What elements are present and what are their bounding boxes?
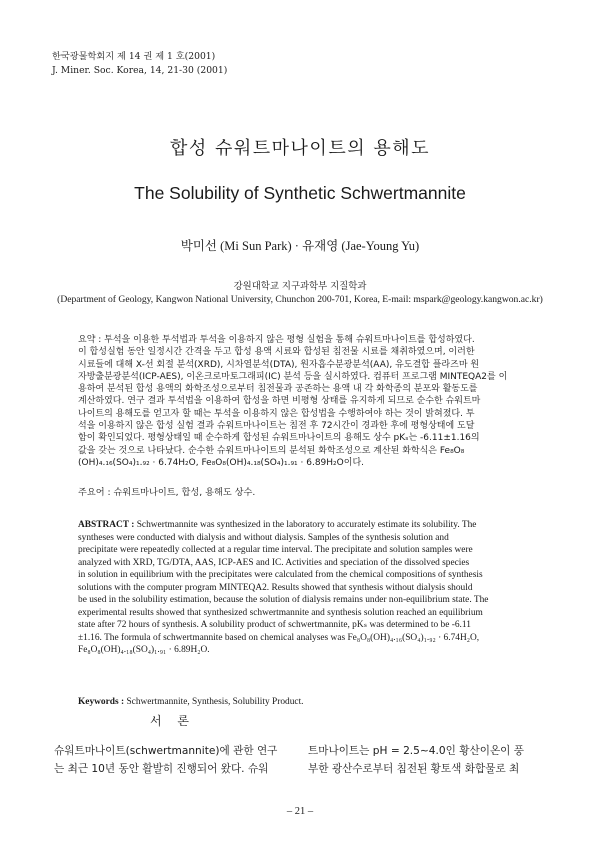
page-number: – 21 –: [286, 806, 314, 817]
abstract-ko-line: 이 합성실험 동안 일정시간 간격을 두고 합성 용액 시료와 합성된 침전물 시료를 채취하였으며, 이러한: [78, 347, 475, 358]
abstract-korean: [78, 334, 526, 469]
keywords-english: [78, 697, 304, 707]
authors: 박미선 (Mi Sun Park) · 유재영 (Jae-Young Yu): [180, 239, 420, 253]
abstract-en-line: Schwertmannite was synthesized in the laboratory to accurately estimate its solubility. The: [136, 520, 477, 530]
abstract-ko-line: 요약 : 투석을 이용한 투석법과 투석을 이용하지 않은 평형 실험을 통해 슈워트마나이트를 합성하였다.: [78, 335, 475, 345]
abstract-en-line: be used in the solubility estimation, because the solution of dialysis remains under non-equilibrium state. The: [78, 595, 489, 606]
title-korean: 합성 슈워트마나이트의 용해도: [170, 138, 430, 159]
abstract-en-line: ±1.16. The formula of schwertmannite based on chemical analyses was Fe₈O₈(OH)₄.₁₆(SO₄)₁.₉₂ · 6.74H₂O,: [78, 632, 480, 643]
abstract-en-line: precipitate were repeatedly collected at a regular time interval. The precipitate and solution samples were: [78, 545, 473, 556]
abstract-en-line: state after 72 hours of synthesis. A solubility product of schwertmannite, pKₛ was determined to be -6.11: [78, 620, 471, 631]
body-column-right: [308, 742, 552, 778]
journal-header: [52, 50, 227, 77]
keywords-korean: 주요어 : 슈워트마나이트, 합성, 용해도 상수.: [78, 487, 256, 498]
abstract-en-line: experimental results showed that synthesized schwertmannite and synthesis solution reached an equilibrium: [78, 607, 483, 618]
abstract-ko-line: 자방출분광분석(ICP-AES), 이온크로마토그래피(IC) 분석 등을 실시하였다. 컴퓨터 프로그램 MINTEQA2를 이: [78, 371, 508, 382]
journal-citation-en: J. Miner. Soc. Korea, 14, 21-30 (2001): [52, 64, 228, 76]
affiliation-korean: 강원대학교 지구과학부 지질학과: [233, 281, 367, 292]
journal-citation-ko: 한국광물학회지 제 14 권 제 1 호(2001): [52, 51, 216, 62]
abstract-en-line: solutions with the computer program MINTEQA2. Results showed that synthesis without dialysis should: [78, 582, 473, 593]
abstract-ko-line: 함이 확인되었다. 평형상태일 때 순수하게 합성된 슈워트마나이트의 용해도 상수 pKₛ는 -6.11±1.16의: [78, 433, 480, 444]
body-line: 는 최근 10년 동안 활발히 진행되어 왔다. 슈워: [54, 763, 269, 775]
abstract-ko-line: 시료들에 대해 X-선 회절 분석(XRD), 시차열분석(DTA), 원자흡수분광분석(AA), 유도결합 플라즈마 원: [78, 359, 480, 370]
abstract-ko-line: 용하여 분석된 합성 용액의 화학조성으로부터 침전물과 공존하는 용액 내 각 화학종의 분포와 활동도를: [78, 384, 478, 395]
abstract-en-first-line: [78, 519, 526, 532]
abstract-ko-line: 계산하였다. 연구 결과 투석법을 이용하여 합성을 하면 비평형 상태를 유지하게 되므로 순수한 슈워트마: [78, 396, 481, 407]
abstract-en-line: analyzed with XRD, TG/DTA, AAS, ICP-AES and IC. Activities and speciation of the dissolved species: [78, 557, 470, 568]
body-line: 트마나이트는 pH = 2.5∼4.0인 황산이온이 풍: [308, 745, 525, 757]
abstract-label: ABSTRACT :: [78, 520, 135, 530]
abstract-en-line: in solution in equilibrium with the precipitates were calculated from the chemical compositions of synthesis: [78, 570, 483, 581]
abstract-en-line: syntheses were conducted with dialysis and without dialysis. Samples of the synthesis solution and: [78, 532, 449, 543]
body-column-left: [54, 742, 294, 778]
title-english: The Solubility of Synthetic Schwertmannite: [134, 183, 466, 203]
keywords-list: Schwertmannite, Synthesis, Solubility Product.: [126, 697, 304, 707]
abstract-ko-line: 석을 이용하지 않은 합성 실험 결과 슈워트마나이트는 침전 후 72시간이 경과한 후에 평형상태에 도달: [78, 421, 475, 432]
abstract-en-line: Fe₈O₈(OH)₄.₁₈(SO₄)₁.₉₁ · 6.89H₂O.: [78, 645, 210, 656]
abstract-ko-line: (OH)₄.₁₆(SO₄)₁.₉₂ · 6.74H₂O, Fe₈O₈(OH)₄.₁₈(SO₄)₁.₉₁ · 6.89H₂O이다.: [78, 457, 364, 468]
body-line: 부한 광산수로부터 침전된 황토색 화합물로 최: [308, 763, 520, 775]
section-title-introduction: 서 론: [150, 714, 195, 728]
abstract-ko-line: 나이트의 용해도를 얻고자 할 때는 투석을 이용하지 않은 합성법을 수행하여야 하는 것이 밝혀졌다. 투: [78, 408, 475, 419]
keywords-label: Keywords :: [78, 697, 125, 707]
body-line: 슈워트마나이트(schwertmannite)에 관한 연구: [54, 745, 278, 757]
abstract-english: [78, 519, 526, 657]
abstract-ko-line: 값을 갖는 것으로 나타났다. 순수한 슈워트마나이트의 분석된 화학조성으로 계산된 화학식은 Fe₈O₈: [78, 445, 465, 456]
affiliation-english: (Department of Geology, Kangwon National University, Chunchon 200-701, Korea, E-mail: mspark@geology.kangwon.ac.kr): [57, 294, 543, 305]
